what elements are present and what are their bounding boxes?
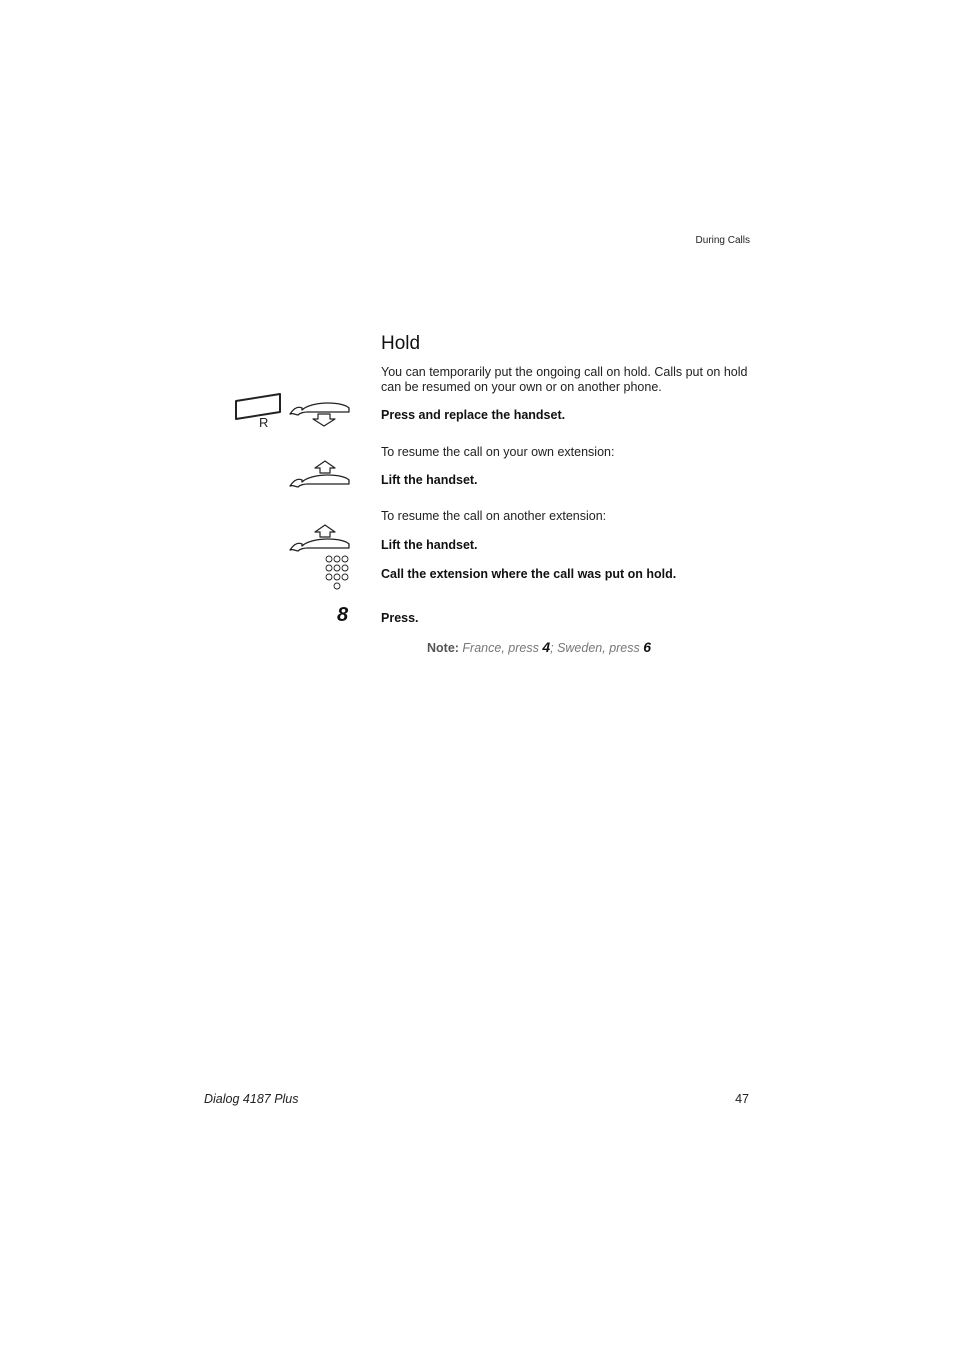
step-call-extension: Call the extension where the call was put on hold. xyxy=(381,567,677,581)
r-key-label: R xyxy=(259,415,269,430)
step-press: Press. xyxy=(381,611,419,625)
keypad-icon xyxy=(324,554,352,592)
handset-lift-icon xyxy=(288,460,352,490)
footer-page-number: 47 xyxy=(735,1092,749,1106)
page-title: Hold xyxy=(381,333,421,354)
note xyxy=(427,639,651,655)
step-lift-handset-own: Lift the handset. xyxy=(381,473,478,487)
step-press-replace-handset: Press and replace the handset. xyxy=(381,408,566,422)
note-key-6: 6 xyxy=(643,639,652,655)
handset-lift-icon xyxy=(288,524,352,554)
note-key-4: 4 xyxy=(542,639,551,655)
handset-replace-icon xyxy=(288,400,352,428)
running-header: During Calls xyxy=(695,235,750,246)
step-resume-other-intro: To resume the call on another extension: xyxy=(381,509,607,523)
footer-product-name: Dialog 4187 Plus xyxy=(204,1092,299,1106)
note-text-sweden: ; Sweden, press xyxy=(550,641,644,655)
note-text-france: France, press xyxy=(458,641,543,655)
note-label: Note: xyxy=(427,641,459,655)
step-resume-own-intro: To resume the call on your own extension: xyxy=(381,445,615,459)
step-lift-handset-other: Lift the handset. xyxy=(381,538,478,552)
intro-paragraph: You can temporarily put the ongoing call on hold. Calls put on hold can be resumed on your own or on another phone. xyxy=(381,365,748,394)
key-8-icon: 8 xyxy=(337,604,349,626)
